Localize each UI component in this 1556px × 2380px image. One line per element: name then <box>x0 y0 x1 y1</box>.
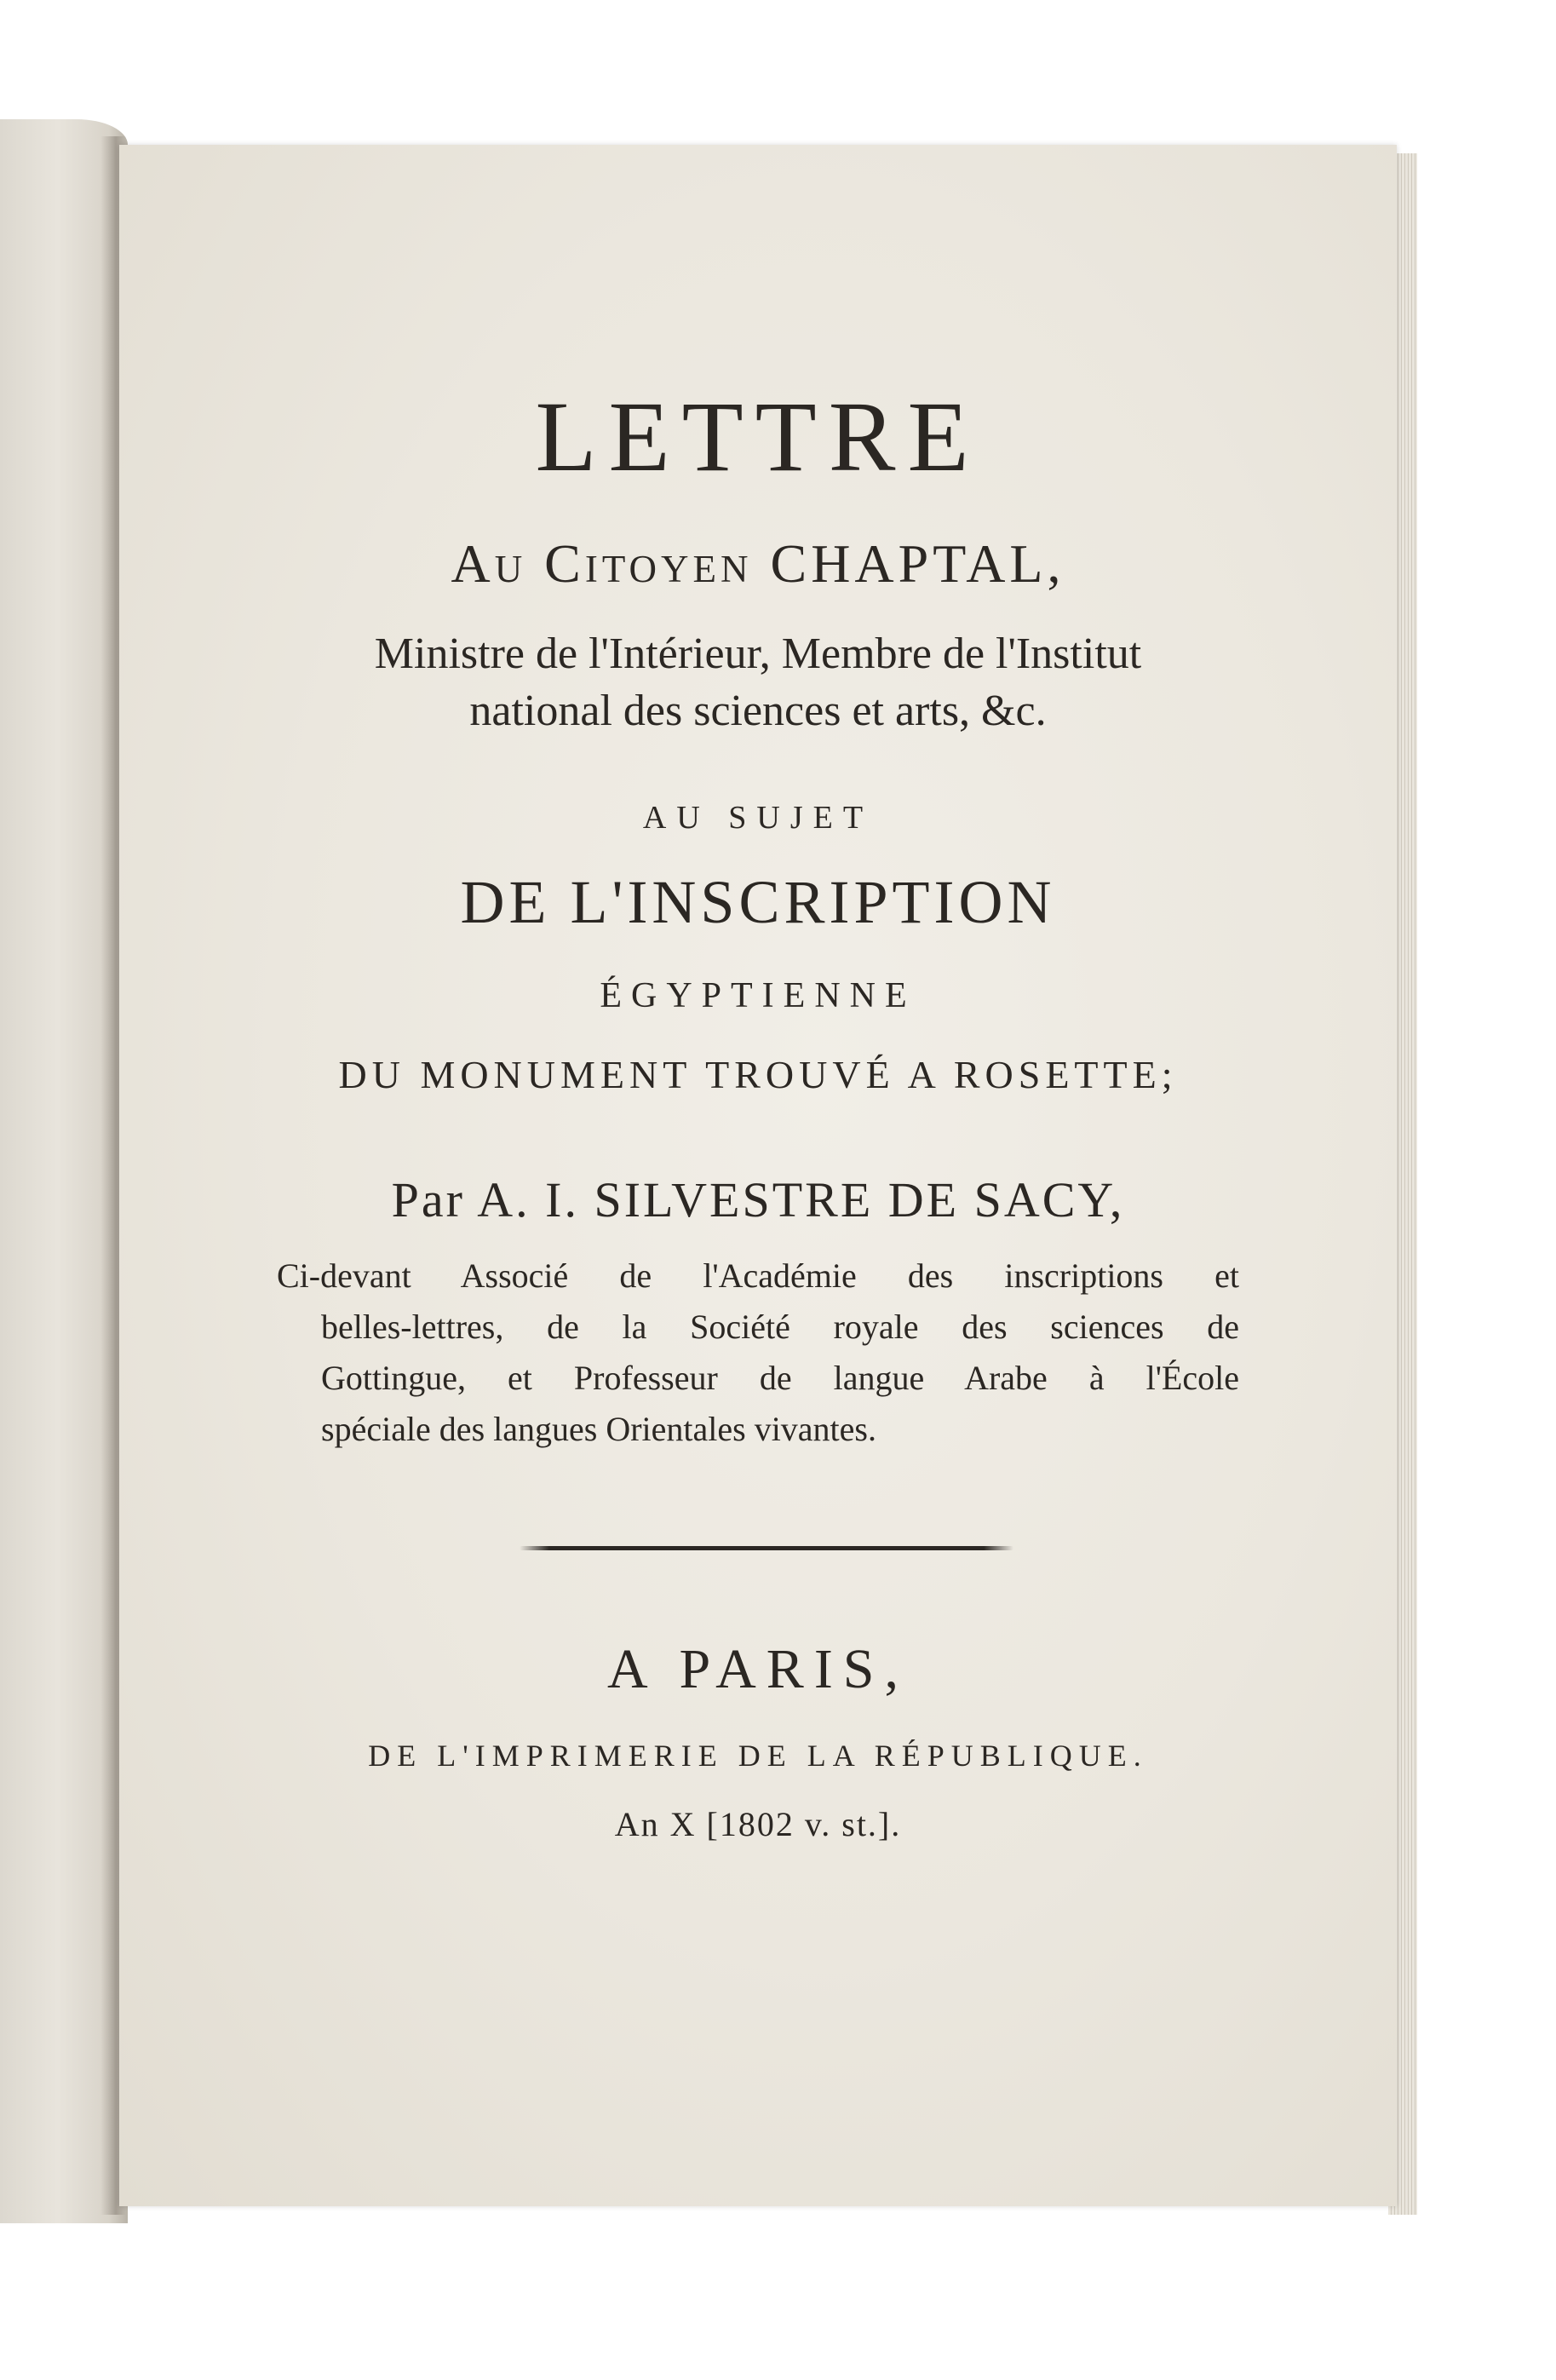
author-line: Par A. I. SILVESTRE DE SACY, <box>391 1172 1125 1227</box>
author-biography <box>277 1250 1239 1455</box>
minister-line-1: Ministre de l'Intérieur, Membre de l'Institut <box>374 629 1142 678</box>
bio-line-2: belles-lettres, de la Société royale des sciences de <box>321 1308 1239 1346</box>
egyptienne-line: ÉGYPTIENNE <box>600 976 916 1015</box>
bio-line-1: Ci-devant Associé de l'Académie des inscriptions et <box>277 1256 1239 1295</box>
title: LETTRE <box>535 381 981 492</box>
monument-line: DU MONUMENT TROUVÉ A ROSETTE; <box>338 1053 1178 1096</box>
minister-line-2: national des sciences et arts, &c. <box>469 687 1047 735</box>
bio-line-4: spéciale des langues Orientales vivantes. <box>321 1410 876 1448</box>
subject-line: AU SUJET <box>642 800 874 836</box>
title-page <box>119 145 1397 2206</box>
bio-line-3: Gottingue, et Professeur de langue Arabe à l'École <box>321 1359 1239 1397</box>
imprint-date: An X [1802 v. st.]. <box>614 1805 902 1843</box>
ornamental-rule <box>520 1546 1013 1550</box>
imprint-printer: DE L'IMPRIMERIE DE LA RÉPUBLIQUE. <box>368 1739 1148 1773</box>
addressee-line: Au Citoyen CHAPTAL, <box>451 533 1065 594</box>
inscription-heading: DE L'INSCRIPTION <box>460 868 1056 936</box>
imprint-city: A PARIS, <box>606 1638 910 1700</box>
